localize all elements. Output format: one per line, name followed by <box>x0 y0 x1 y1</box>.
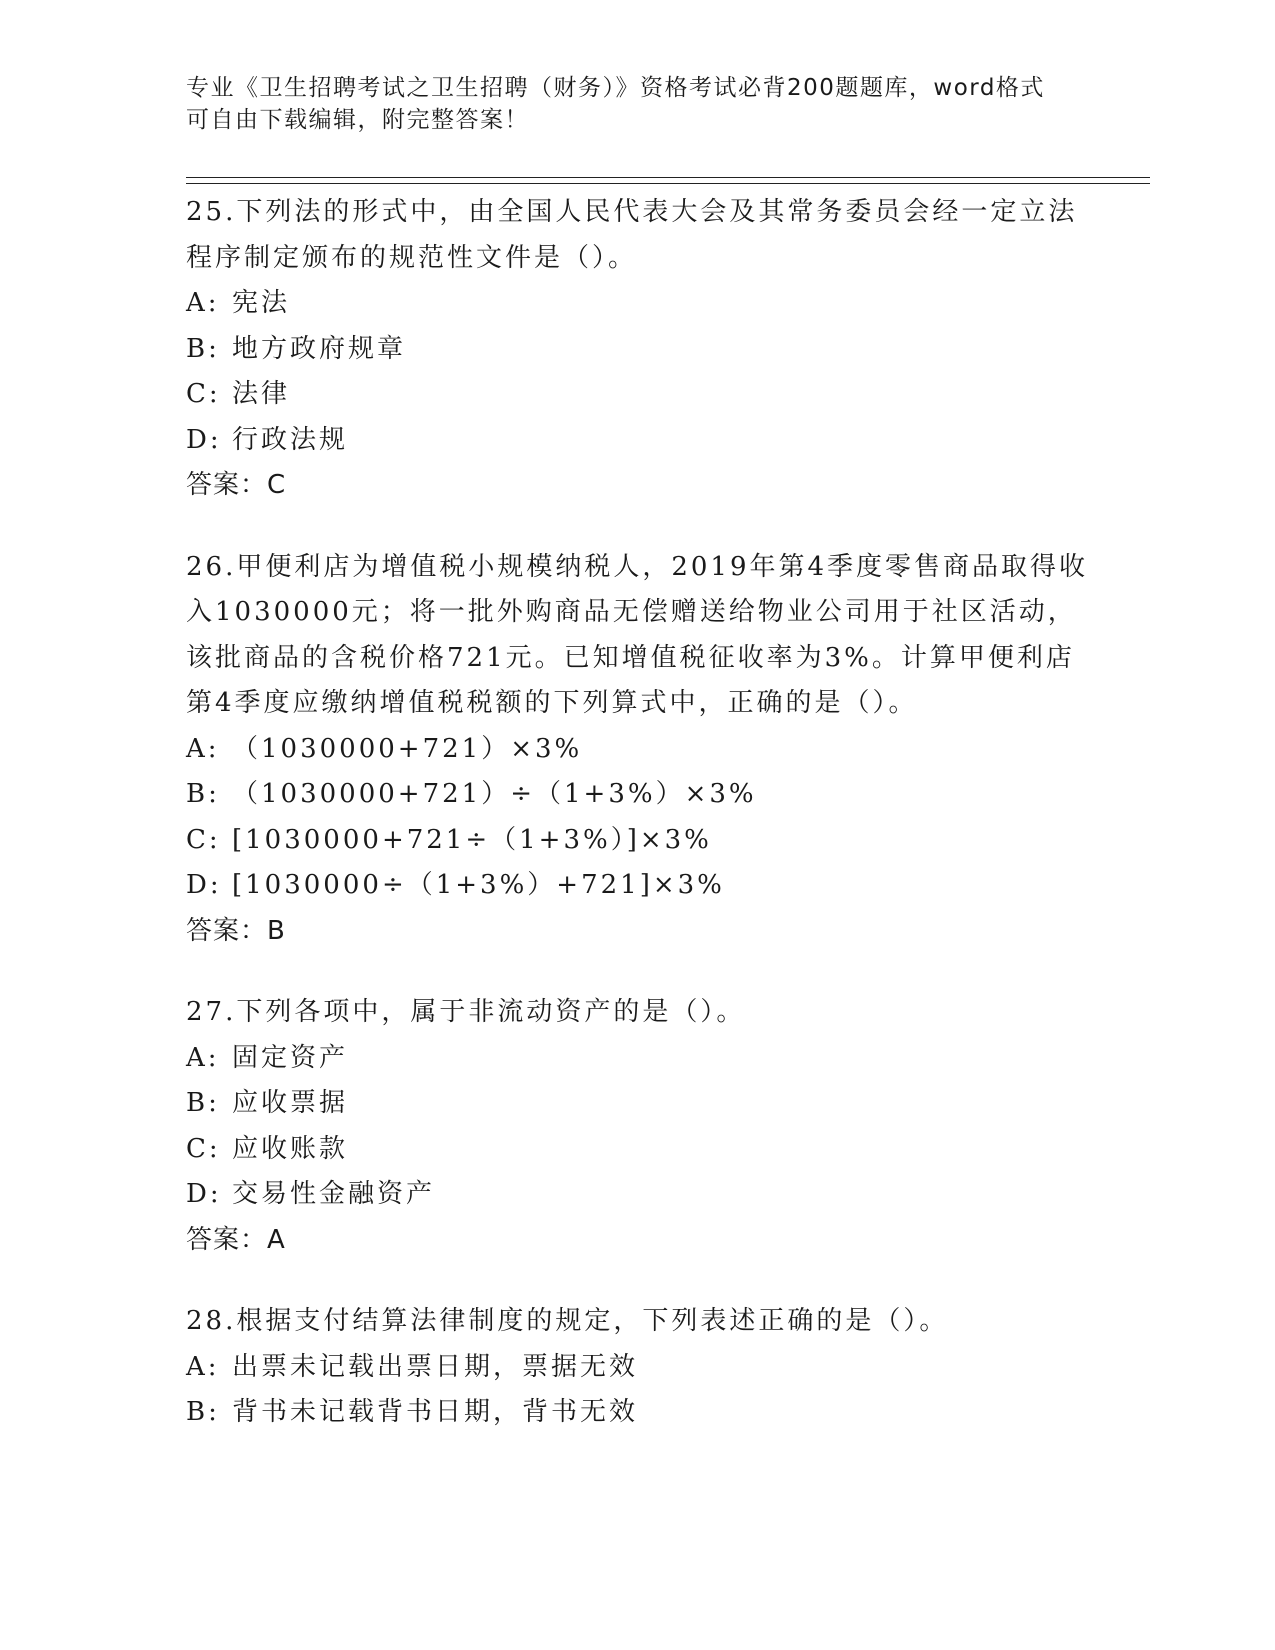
option-key: A: <box>186 733 220 764</box>
option-text: 背书未记载背书日期，背书无效 <box>232 1397 639 1427</box>
header-line-2: 可自由下载编辑，附完整答案！ <box>186 107 529 133</box>
option-a <box>186 1036 1086 1082</box>
option-text: [1030000÷（1+3%）+721]×3% <box>232 870 725 900</box>
question-25 <box>186 190 1086 509</box>
question-28 <box>186 1299 1086 1436</box>
question-list <box>186 190 1089 1472</box>
option-d <box>186 1172 1086 1218</box>
option-a <box>186 1345 1086 1391</box>
question-text-line: 该批商品的含税价格721元。已知增值税征收率为3%。计算甲便利店 <box>186 642 1075 673</box>
header-divider-bottom <box>186 183 1150 184</box>
question-text-line: 28.根据支付结算法律制度的规定，下列表述正确的是（）。 <box>186 1306 949 1336</box>
option-c <box>186 818 1086 864</box>
option-key: A: <box>186 1351 220 1382</box>
option-d <box>186 418 1086 464</box>
option-key: B: <box>186 1397 220 1427</box>
option-b <box>186 327 1086 373</box>
document-header <box>186 72 1066 136</box>
option-text: 地方政府规章 <box>232 333 407 364</box>
question-text-line: 入1030000元；将一批外购商品无偿赠送给物业公司用于社区活动， <box>186 597 1077 627</box>
option-b <box>186 772 1086 818</box>
option-b <box>186 1081 1086 1127</box>
option-key: A: <box>186 288 220 318</box>
option-text: [1030000+721÷（1+3%）]×3% <box>232 824 712 855</box>
option-a <box>186 281 1086 327</box>
answer-label: 答案：C <box>186 470 287 500</box>
option-d <box>186 863 1086 909</box>
option-key: A: <box>186 1042 220 1073</box>
option-key: C: <box>186 824 221 855</box>
option-text: 固定资产 <box>232 1042 349 1073</box>
question-text-line: 25.下列法的形式中，由全国人民代表大会及其常务委员会经一定立法 <box>186 197 1078 227</box>
option-key: C: <box>186 379 221 409</box>
option-text: 应收账款 <box>232 1133 349 1164</box>
option-text: （1030000+721）÷（1+3%）×3% <box>232 779 757 809</box>
option-key: D: <box>186 424 222 455</box>
option-text: 交易性金融资产 <box>232 1179 436 1209</box>
option-text: （1030000+721）×3% <box>232 733 583 764</box>
option-c <box>186 1127 1086 1173</box>
question-text-line: 第4季度应缴纳增值税税额的下列算式中，正确的是（）。 <box>186 688 918 718</box>
option-text: 行政法规 <box>232 424 349 455</box>
question-27 <box>186 990 1086 1263</box>
answer-label: 答案：A <box>186 1224 286 1255</box>
question-text-line: 27.下列各项中，属于非流动资产的是（）。 <box>186 997 746 1027</box>
option-text: 应收票据 <box>232 1088 349 1118</box>
question-26 <box>186 545 1089 955</box>
answer-label: 答案：B <box>186 915 286 946</box>
option-key: B: <box>186 1088 220 1118</box>
question-text-line: 26.甲便利店为增值税小规模纳税人，2019年第4季度零售商品取得收 <box>186 551 1089 582</box>
option-key: B: <box>186 779 220 809</box>
option-key: D: <box>186 870 222 900</box>
option-a <box>186 727 1086 773</box>
option-b <box>186 1390 1086 1436</box>
option-key: B: <box>186 333 220 364</box>
question-text-line: 程序制定颁布的规范性文件是（）。 <box>186 242 638 273</box>
option-text: 出票未记载出票日期，票据无效 <box>232 1351 639 1382</box>
option-key: C: <box>186 1133 221 1164</box>
header-line-1: 专业《卫生招聘考试之卫生招聘（财务）》资格考试必背200题题库，word格式 <box>186 75 1045 101</box>
header-divider-top <box>186 177 1150 178</box>
option-text: 宪法 <box>232 288 291 318</box>
option-c <box>186 372 1086 418</box>
option-text: 法律 <box>232 379 291 409</box>
option-key: D: <box>186 1179 222 1209</box>
